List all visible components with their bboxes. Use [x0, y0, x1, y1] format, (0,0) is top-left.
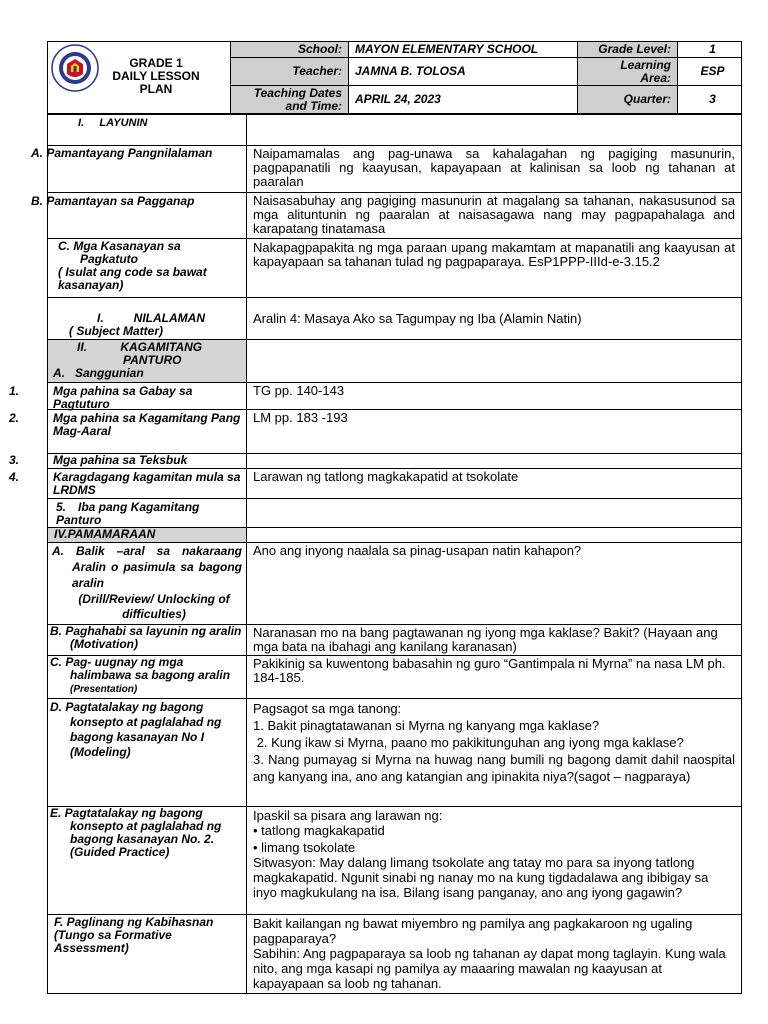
row-formative-assessment [47, 915, 742, 994]
teaching-dates-value: APRIL 24, 2023 [349, 86, 578, 113]
paghahabi-label: B. Paghahabi sa layunin ng aralin (Motivation) [48, 625, 247, 655]
layunin-content [247, 115, 741, 145]
resource-1-num: 1. [9, 384, 20, 398]
kasanayan-label-1: C. Mga Kasanayan sa Pagkatuto [58, 239, 181, 266]
title-grade: GRADE 1 [129, 56, 183, 70]
row-resource-4 [9, 469, 742, 499]
balik-aral-label-1: A. Balik –aral sa nakaraang Aralin o pasimula sa bagong aralin [52, 544, 242, 590]
kasanayan-label [48, 239, 247, 297]
row-paghahabi [47, 625, 742, 656]
layunin-num: I. [78, 117, 85, 129]
learning-area-value: ESP [678, 58, 741, 86]
formative-answer: Sabihin: Ang pagpaparaya sa loob ng tahanan ay dapat mong taglayin. Kung wala nito, ang mga kasapi ng pamilya ay maaaring mawalan ng kaayusan at kapayapaan sa loob ng tahanan. [253, 946, 726, 991]
teacher-label: Teacher: [231, 58, 349, 86]
row-balik-aral [47, 543, 742, 625]
row-pamantayang-pangnilalaman [31, 146, 742, 193]
kagamitang-panturo-content [247, 340, 741, 382]
balik-aral-label [48, 543, 247, 624]
resource-2-text: LM pp. 183 -193 [253, 410, 348, 425]
modeling-line-4: 3. Nang pumayag si Myrna na huwag nang bumili ng bagong damit dahil naospital ang kanyang ina, ano ang katangian ang ipinakita niya?(sagot – nagparaya) [253, 752, 735, 784]
modeling-line-3: 2. Kung ikaw si Myrna, paano mo pakikitunguhan ang iyong mga kaklase? [253, 735, 684, 750]
grade-level-value: 1 [678, 42, 741, 58]
pamamaraan-content [247, 528, 741, 542]
resource-4-label-text: Karagdagang kagamitan mula sa LRDMS [53, 470, 241, 497]
row-kagamitang-panturo [47, 340, 742, 383]
quarter-label: Quarter: [578, 86, 678, 113]
formative-assessment-label: F. Paglinang ng Kabihasnan (Tungo sa Formative Assessment) [48, 915, 247, 993]
resource-5-label-text: Iba pang Kagamitang Panturo [56, 500, 200, 527]
guided-practice-text [247, 807, 741, 914]
kagamitang-panturo-label [48, 340, 247, 382]
guided-practice-situation: Sitwasyon: May dalang limang tsokolate ang tatay mo para sa inyong tatlong magkakapatid. Ngunit sinabi ng nanay mo na kung tigdadalawa ang ibibigay sa inyo magkukulang na isa. Bilang isang panganay, ano ang iyong gagawin? [253, 855, 709, 900]
resource-1-label [9, 383, 247, 411]
pamantayang-pangnilalaman-text: Naipamamalas ang pag-unawa sa kahalagahan ng pagiging masunurin, pagpapanatili ng kaayusan, kapayapaan at kalinisan sa loob ng tahanan at paaralan [253, 146, 735, 189]
learning-area-label-2: Area: [640, 71, 671, 85]
resource-4-label [9, 469, 247, 498]
resource-3-label-text: Mga pahina sa Teksbuk [53, 453, 188, 467]
pag-uugnay-text: Pakikinig sa kuwentong babasahin ng guro “Gantimpala ni Myrna” na nasa LM ph. 184-185. [253, 656, 726, 685]
kagamitang-label-1: II. KAGAMITANG [77, 340, 203, 354]
modeling-line-2: 1. Bakit pinagtatawanan si Myrna ng kanyang mga kaklase? [253, 718, 600, 733]
layunin-text: LAYUNIN [99, 117, 148, 129]
lesson-plan-title [48, 42, 231, 113]
teaching-dates-label-1: Teaching Dates [253, 86, 342, 100]
formative-assessment-text [247, 915, 741, 993]
row-guided-practice [47, 807, 742, 915]
balik-aral-text: Ano ang inyong naalala sa pinag-usapan natin kahapon? [253, 543, 582, 558]
resource-3-label [9, 453, 247, 468]
guided-practice-label: E. Pagtatalakay ng bagong konsepto at paglalahad ng bagong kasanayan No. 2. (Guided Practice) [48, 807, 247, 914]
pag-uugnay-label-small: (Presentation) [70, 684, 138, 695]
guided-practice-bullet-2: • limang tsokolate [253, 840, 735, 855]
kasanayan-label-2: ( Isulat ang code sa bawat kasanayan) [58, 265, 207, 292]
school-label: School: [231, 42, 349, 58]
resource-2-label [9, 410, 247, 453]
resource-2-num: 2. [9, 411, 20, 425]
teacher-value: JAMNA B. TOLOSA [349, 58, 578, 86]
school-value: MAYON ELEMENTARY SCHOOL [349, 42, 578, 58]
nilalaman-text: Aralin 4: Masaya Ako sa Tagumpay ng Iba (Alamin Natin) [253, 311, 582, 326]
row-pamamaraan [47, 528, 742, 543]
paghahabi-text: Naranasan mo na bang pagtawanan ng iyong mga kaklase? Bakit? (Hayaan ang mga bata na ibahagi ang kanilang karanasan) [253, 625, 718, 654]
nilalaman-label [48, 298, 247, 339]
layunin-label [48, 115, 247, 145]
row-resource-5 [47, 499, 742, 528]
modeling-label: D. Pagtatalakay ng bagong konsepto at paglalahad ng bagong kasanayan No I (Modeling) [48, 699, 247, 806]
resource-3-num: 3. [9, 453, 20, 467]
resource-4-num: 4. [9, 470, 20, 484]
teaching-dates-label-2: and Time: [285, 99, 342, 113]
nilalaman-label-2: ( Subject Matter) [69, 324, 164, 338]
resource-1-label-text: Mga pahina sa Gabay sa Pagtuturo [53, 384, 193, 411]
row-layunin [47, 114, 742, 146]
pamamaraan-label: IV.PAMAMARAAN [48, 528, 247, 542]
row-resource-3 [9, 453, 742, 469]
formative-question: Bakit kailangan ng bawat miyembro ng pamilya ang pagkakaroon ng ugaling pagpaparaya? [253, 916, 693, 946]
modeling-line-1: Pagsagot sa mga tanong: [253, 701, 402, 716]
deped-seal-icon [51, 44, 99, 92]
resource-3-text [247, 454, 741, 468]
pag-uugnay-label-text: C. Pag- uugnay ng mga halimbawa sa bagong aralin [50, 655, 231, 682]
sanggunian-label: A. Sanggunian [53, 366, 144, 380]
row-resource-1 [9, 383, 742, 411]
pamantayan-sa-pagganap-label: B. Pamantayan sa Pagganap [48, 193, 247, 238]
kasanayan-text: Nakapagpapakita ng mga paraan upang makamtam at mapanatili ang kaayusan at kapayapaan sa tahanan tulad ng pagpaparaya. EsP1PPP-IIId-e-3.15.2 [253, 240, 735, 269]
grade-level-label: Grade Level: [578, 42, 678, 58]
row-pamantayan-sa-pagganap [31, 193, 742, 239]
title-daily: DAILY LESSON [112, 69, 200, 83]
balik-aral-label-2: (Drill/Review/ Unlocking of difficulties) [78, 592, 230, 621]
learning-area-label-1: Learning [620, 58, 671, 72]
guided-practice-intro: Ipaskil sa pisara ang larawan ng: [253, 808, 443, 823]
teaching-dates-label [231, 86, 349, 113]
modeling-text [247, 699, 741, 806]
resource-5-label [48, 499, 247, 527]
pag-uugnay-label [48, 656, 247, 698]
pamantayang-pangnilalaman-label: A. Pamantayang Pangnilalaman [48, 146, 247, 192]
resource-5-text [247, 499, 741, 527]
resource-5-num: 5. [56, 500, 67, 514]
guided-practice-bullet-1: • tatlong magkakapatid [253, 823, 735, 838]
title-plan: PLAN [139, 82, 173, 96]
resource-1-text: TG pp. 140-143 [253, 383, 345, 398]
header-table [47, 41, 742, 114]
row-kasanayan [47, 239, 742, 298]
learning-area-label [578, 58, 678, 86]
row-resource-2 [9, 410, 742, 454]
row-nilalaman [47, 298, 742, 340]
pamantayan-sa-pagganap-text: Naisasabuhay ang pagiging masunurin at magalang sa tahanan, nakasusunod sa mga alituntunin ng paaralan at naisasagawa nang may pagpapahalaga and karapatang tinatamasa [253, 193, 735, 236]
row-modeling [47, 699, 742, 807]
resource-2-label-text: Mga pahina sa Kagamitang Pang Mag-Aaral [53, 411, 241, 438]
resource-4-text: Larawan ng tatlong magkakapatid at tsokolate [253, 469, 519, 484]
kagamitang-label-2: PANTURO [123, 353, 182, 367]
nilalaman-label-1: I. NILALAMAN [97, 311, 205, 325]
quarter-value: 3 [678, 86, 741, 113]
row-pag-uugnay [47, 656, 742, 699]
